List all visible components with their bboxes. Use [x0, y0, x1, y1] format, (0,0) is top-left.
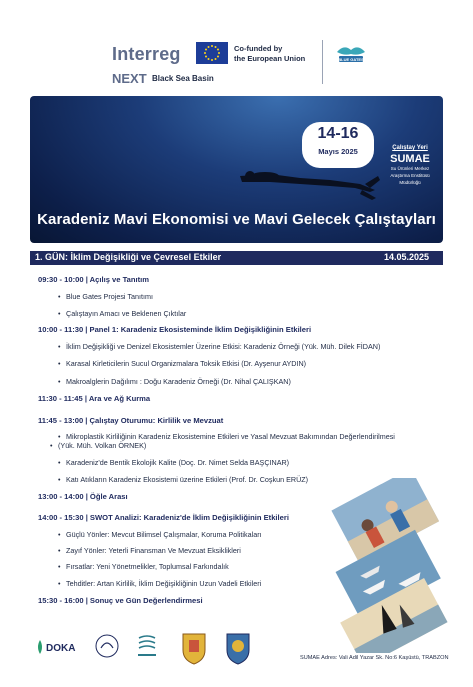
coat-of-arms-1 — [180, 630, 208, 666]
session-panel-1: 10:00 - 11:30 | Panel 1: Karadeniz Ekosisteminde İklim Değişikliğinin Etkileri — [38, 325, 312, 334]
eu-line-2: the European Union — [234, 54, 306, 63]
date-range: 14-16 — [317, 125, 359, 142]
agenda-item-continued: • (Yük. Müh. Volkan ÖRNEK) — [58, 441, 146, 451]
day-header-bar — [30, 251, 443, 265]
blue-gates-label: BLUE GATES — [338, 56, 364, 62]
header — [0, 0, 473, 92]
header-divider — [322, 40, 323, 84]
agenda-item: • Tehditler: Artan Kirlilik, İklim Değişikliğinin Uzun Vadeli Etkileri — [66, 579, 261, 589]
session-workshop: 11:45 - 13:00 | Çalıştay Oturumu: Kirlilik ve Mevzuat — [38, 416, 224, 425]
agenda-item: • Çalıştayın Amacı ve Beklenen Çıktılar — [66, 309, 186, 319]
venue-block — [380, 145, 440, 186]
session-opening: 09:30 - 10:00 | Açılış ve Tanıtım — [38, 275, 150, 284]
venue-label: Çalıştay Yeri — [392, 145, 428, 151]
date-month: Mayıs 2025 — [318, 147, 358, 156]
doka-logo — [36, 636, 82, 658]
session-closing: 15:30 - 16:00 | Sonuç ve Gün Değerlendirmesi — [38, 596, 203, 605]
partner-logo-3 — [134, 632, 160, 664]
session-break: 11:30 - 11:45 | Ara ve Ağ Kurma — [38, 394, 151, 403]
session-lunch: 13:00 - 14:00 | Öğle Arası — [38, 492, 128, 501]
eu-line-1: Co-funded by — [234, 44, 283, 53]
interreg-logo: Interreg — [112, 44, 181, 64]
agenda-item: • Karadeniz'de Bentik Ekolojik Kalite (Doç. Dr. Nimet Selda BAŞÇINAR) — [66, 458, 289, 468]
agenda-item: • Zayıf Yönler: Yeterli Finansman Ve Mevzuat Eksiklikleri — [66, 546, 241, 556]
venue-desc-2: Araştırma Enstitüsü — [390, 173, 430, 178]
day-date: 14.05.2025 — [383, 252, 429, 262]
agenda-item: • Blue Gates Projesi Tanıtımı — [66, 292, 153, 302]
blue-gates-logo — [334, 42, 368, 68]
black-sea-basin-label: Black Sea Basin — [152, 74, 214, 83]
doka-label: DOKA — [46, 643, 76, 654]
agenda-item: • İklim Değişikliği ve Denizel Ekosistemler Üzerine Etkisi: Karadeniz Örneği (Yük. Müh. Dilek FİDAN) — [66, 342, 380, 352]
coat-of-arms-2 — [224, 630, 252, 666]
agenda-item: • Mikroplastik Kirliliğinin Karadeniz Ekosistemine Etkileri ve Yasal Mevzuat Bakımından Değerlendirilmesi — [66, 432, 395, 442]
agenda-item: • Güçlü Yönler: Mevcut Bilimsel Çalışmalar, Koruma Politikaları — [66, 530, 262, 540]
session-swot: 14:00 - 15:30 | SWOT Analizi: Karadeniz'de İklim Değişikliğinin Etkileri — [38, 513, 289, 522]
photo-collage — [322, 478, 462, 653]
banner-title: Karadeniz Mavi Ekonomisi ve Mavi Gelecek Çalıştayları — [37, 211, 436, 228]
agenda-item: • Fırsatlar: Yeni Yönetmelikler, Toplumsal Farkındalık — [66, 562, 229, 572]
next-logo: NEXT — [112, 71, 147, 86]
venue-desc-3: Müdürlüğü — [399, 180, 421, 185]
eu-cofunded-text — [234, 44, 324, 64]
venue-desc-1: Su Ürünleri Merkez — [390, 166, 430, 171]
footer-address: SUMAE Adres: Vali Adil Yazar Sk. No:6 Kaşüstü, TRABZON — [300, 655, 449, 661]
partner-logo-2 — [94, 632, 120, 664]
agenda-item: • Makroalglerin Dağılımı : Doğu Karadeniz Örneği (Dr. Nihal ÇALIŞKAN) — [66, 377, 291, 387]
eu-flag-icon — [196, 42, 228, 64]
agenda-item: • Karasal Kirleticilerin Sucul Organizmalara Toksik Etkisi (Dr. Ayşenur AYDIN) — [66, 359, 306, 369]
agenda-item: • Katı Atıkların Karadeniz Ekosistemi üzerine Etkileri (Prof. Dr. Coşkun ERÜZ) — [66, 475, 308, 485]
day-label: 1. GÜN: İklim Değişikliği ve Çevresel Etkiler — [35, 252, 222, 262]
partner-logos — [30, 628, 290, 668]
venue-name: SUMAE — [390, 153, 430, 165]
date-badge — [302, 122, 374, 168]
